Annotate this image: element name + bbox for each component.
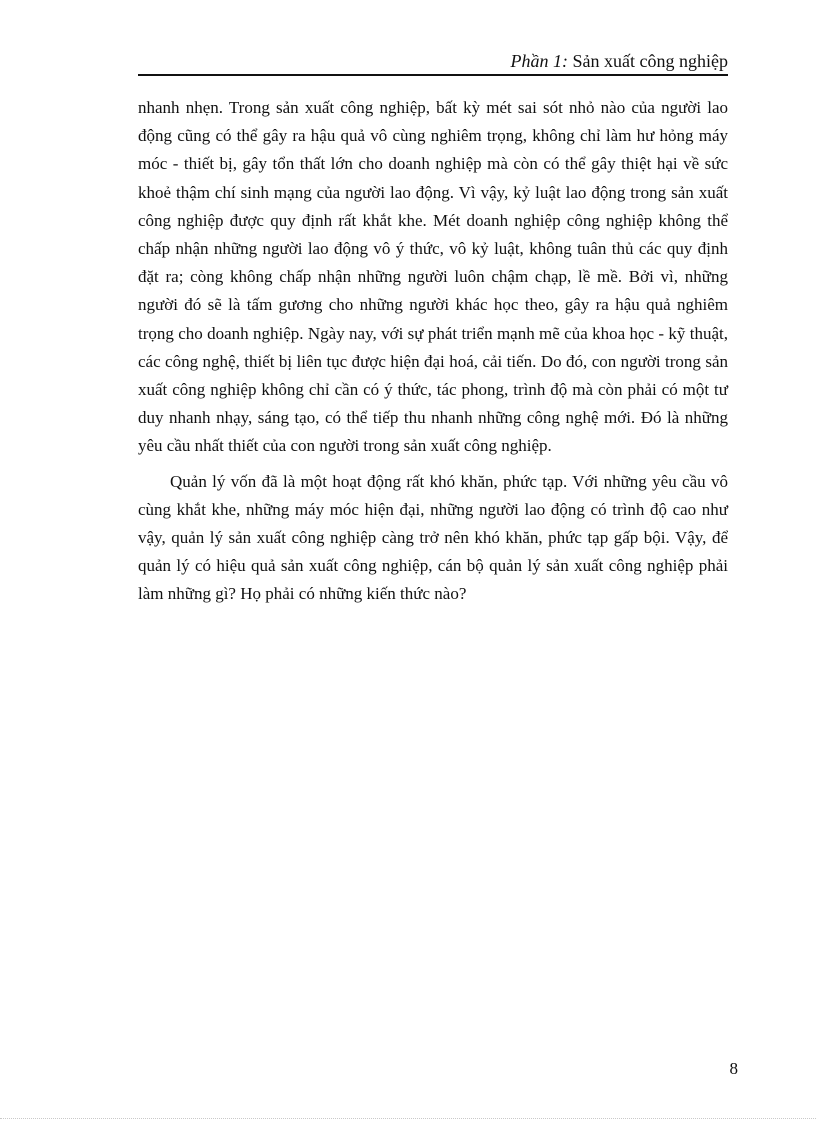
section-title: Sản xuất công nghiệp — [572, 51, 728, 71]
page-number: 8 — [729, 1059, 738, 1078]
body-text — [138, 94, 728, 609]
section-label: Phần 1: — [510, 51, 569, 71]
header-divider — [138, 74, 728, 76]
paragraph-1: nhanh nhẹn. Trong sản xuất công nghiệp, bất kỳ mét sai sót nhỏ nào của người lao động cũng có thể gây ra hậu quả vô cùng nghiêm trọng, không chỉ làm hư hỏng máy móc - thiết bị, gây tổn thất lớn cho doanh nghiệp mà còn có thể gây thiệt hại về sức khoẻ thậm chí sinh mạng của người lao động. Vì vậy, kỷ luật lao động trong sản xuất công nghiệp được quy định rất khắt khe. Mét doanh nghiệp công nghiệp không thể chấp nhận những người lao động vô ý thức, vô kỷ luật, không tuân thủ các quy định đặt ra; còng không chấp nhận những người luôn chậm chạp, lề mề. Bởi vì, những người đó sẽ là tấm gương cho những người khác học theo, gây ra hậu quả nghiêm trọng cho doanh nghiệp. Ngày nay, với sự phát triển mạnh mẽ của khoa học - kỹ thuật, các công nghệ, thiết bị liên tục được hiện đại hoá, cải tiến. Do đó, con người trong sản xuất công nghiệp không chỉ cần có ý thức, tác phong, trình độ mà còn phải có một tư duy nhanh nhạy, sáng tạo, có thể tiếp thu nhanh những công nghệ mới. Đó là những yêu cầu nhất thiết của con người trong sản xuất công nghiệp. — [138, 98, 728, 456]
running-header — [138, 50, 728, 72]
paragraph-2: Quản lý vốn đã là một hoạt động rất khó khăn, phức tạp. Với những yêu cầu vô cùng khắt khe, những máy móc hiện đại, những người lao động có trình độ cao như vậy, quản lý sản xuất công nghiệp càng trở nên khó khăn, phức tạp gấp bội. Vậy, để quản lý có hiệu quả sản xuất công nghiệp, cán bộ quản lý sản xuất công nghiệp phải làm những gì? Họ phải có những kiến thức nào? — [138, 471, 728, 604]
page-bottom-border — [0, 1118, 816, 1119]
